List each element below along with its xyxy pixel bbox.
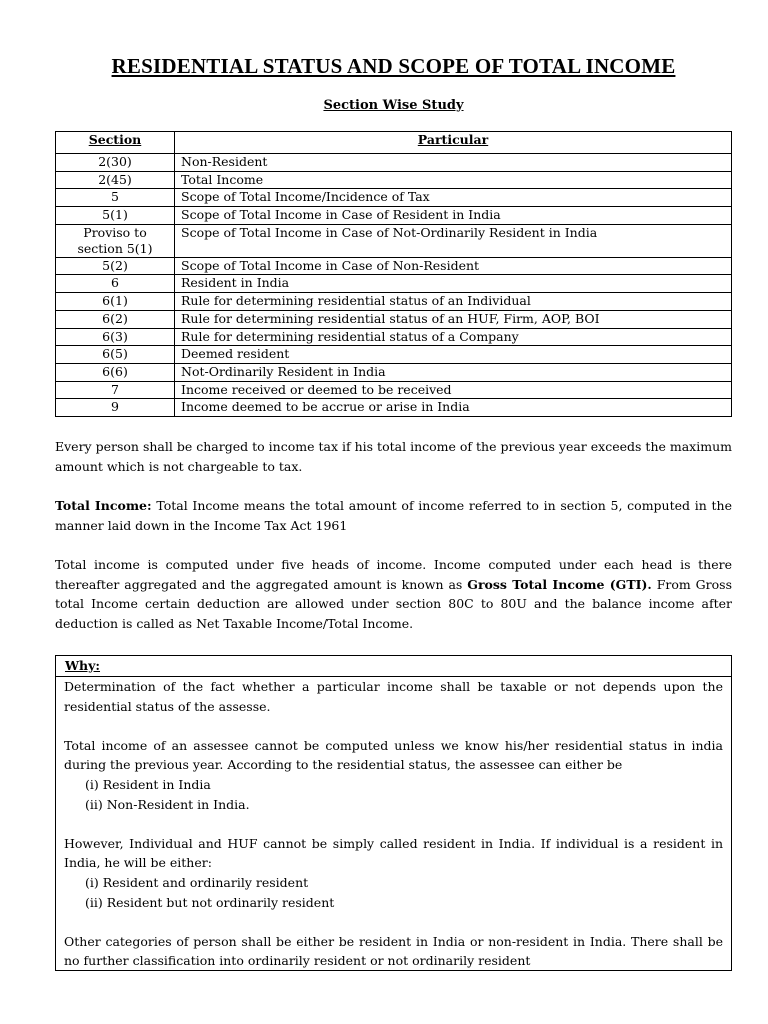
particular-cell: Non-Resident [175,154,732,172]
list-item: (i) Resident in India [85,776,211,792]
particular-cell: Scope of Total Income in Case of Non-Resident [175,257,732,275]
particular-cell: Rule for determining residential status of an Individual [175,293,732,311]
section-cell: 6(1) [56,293,175,311]
table-row [56,399,732,417]
section-cell: 6 [56,275,175,293]
section-cell: 7 [56,381,175,399]
table-header-row [56,132,732,154]
particular-cell: Income received or deemed to be received [175,381,732,399]
table-row [56,189,732,207]
why-body [56,677,731,971]
section-cell: 9 [56,399,175,417]
section-cell: 5(2) [56,257,175,275]
table-row [56,346,732,364]
particular-cell: Scope of Total Income in Case of Resident in India [175,207,732,225]
why-heading-row [56,656,731,677]
table-row [56,224,732,257]
section-cell: 6(5) [56,346,175,364]
table-body [56,154,732,417]
why-p2: Total income of an assessee cannot be computed unless we know his/her residential status in india during the previous year. According to the residential status, the assessee can either be [64,737,723,773]
section-cell: 6(6) [56,363,175,381]
section-cell: 2(45) [56,171,175,189]
why-p3: However, Individual and HUF cannot be simply called resident in India. If individual is a resident in India, he will be either: [64,835,723,871]
page-title: RESIDENTIAL STATUS AND SCOPE OF TOTAL INCOME [111,54,676,78]
table-row [56,363,732,381]
table-row [56,154,732,172]
section-cell: 2(30) [56,154,175,172]
particular-cell: Scope of Total Income/Incidence of Tax [175,189,732,207]
table-row [56,381,732,399]
header-section: Section [56,132,175,154]
paragraph-charge: Every person shall be charged to income tax if his total income of the previous year exceeds the maximum amount which is not chargeable to tax. [55,439,732,474]
particular-cell: Deemed resident [175,346,732,364]
section-cell: 6(2) [56,310,175,328]
particular-cell: Scope of Total Income in Case of Not-Ordinarily Resident in India [175,224,732,257]
table-row [56,257,732,275]
why-box [55,655,732,971]
particular-cell: Rule for determining residential status of a Company [175,328,732,346]
gti-bold: Gross Total Income (GTI). [467,576,652,592]
table-row [56,328,732,346]
list-item: (ii) Non-Resident in India. [85,796,250,812]
section-cell: 5 [56,189,175,207]
particular-cell: Total Income [175,171,732,189]
sections-table [55,131,732,417]
section-cell: 6(3) [56,328,175,346]
subtitle: Section Wise Study [323,98,464,113]
list-item: (i) Resident and ordinarily resident [85,874,309,890]
section-cell: 5(1) [56,207,175,225]
why-heading: Why: [65,658,101,673]
table-row [56,171,732,189]
particular-cell: Not-Ordinarily Resident in India [175,363,732,381]
table-row [56,293,732,311]
header-particular: Particular [175,132,732,154]
list-item: (ii) Resident but not ordinarily resident [85,894,335,910]
total-income-text: Total Income means the total amount of income referred to in section 5, computed in the manner laid down in the Income Tax Act 1961 [55,498,732,533]
section-cell: Proviso to section 5(1) [56,224,175,257]
why-p4: Other categories of person shall be either be resident in India or non-resident in India. There shall be no further classification into ordinarily resident or not ordinarily resident [64,933,723,969]
table-row [56,310,732,328]
why-p1: Determination of the fact whether a particular income shall be taxable or not depends upon the residential status of the assesse. [64,679,723,714]
particular-cell: Resident in India [175,275,732,293]
particular-cell: Rule for determining residential status of an HUF, Firm, AOP, BOI [175,310,732,328]
particular-cell: Income deemed to be accrue or arise in India [175,399,732,417]
paragraph-gti [55,555,732,633]
table-row [56,275,732,293]
gti-text-after: From Gross total Income certain deduction are allowed under section 80C to 80U and the balance income after deduction is called as Net Taxable Income/Total Income. [55,576,732,631]
table-row [56,207,732,225]
total-income-label: Total Income: [55,498,152,513]
gti-text-before: Total income is computed under five heads of income. Income computed under each head is there thereafter aggregated and the aggregated amount is known as [55,557,732,592]
paragraph-total-income [55,496,732,535]
